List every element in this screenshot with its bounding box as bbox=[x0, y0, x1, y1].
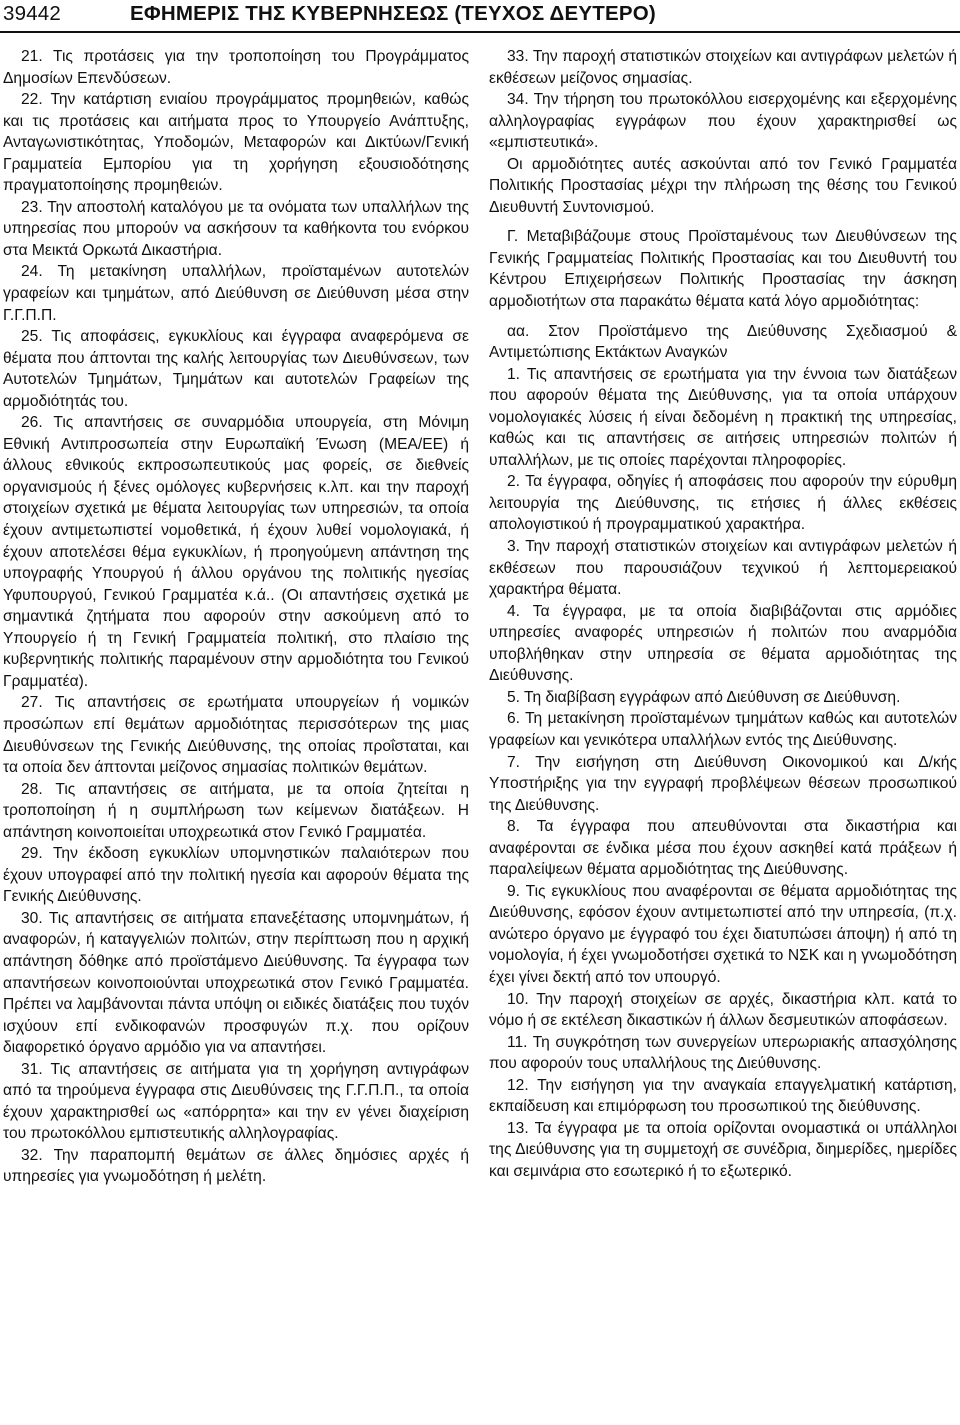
paragraph-right-1: 33. Την παροχή στατιστικών στοιχείων και αντιγράφων μελετών ή εκθέσεων μείζονος σημασίας. bbox=[489, 48, 957, 87]
paragraph-left-11: 31. Τις απαντήσεις σε αιτήματα για τη χορήγηση αντιγράφων από τα τηρούμενα έγγραφα στις Διευθύνσεις της Γ.Γ.Π.Π., τα οποία έχουν χαρακτηρισθεί ως «απόρρητα» και την εν γένει διαχείριση του πρωτοκόλλου εμπιστευτικής αλληλογραφίας. bbox=[3, 1060, 469, 1143]
paragraph-right-9: 4. Τα έγγραφα, με τα οποία διαβιβάζονται στις αρμόδιες υπηρεσίες αναφορές υπηρεσιών ή πολιτών που αναρμόδια υποβλήθηκαν στην υπηρεσία σε θέματα αρμοδιότητας της Διεύθυνσης. bbox=[489, 602, 957, 685]
paragraph-right-2: 34. Την τήρηση του πρωτοκόλλου εισερχομένης και εξερχομένης αλληλογραφίας εγγράφων που έχουν χαρακτηρισθεί ως «εμπιστευτικά». bbox=[489, 91, 957, 152]
journal-title: ΕΦΗΜΕΡΙΣ ΤΗΣ ΚΥΒΕΡΝΗΣΕΩΣ (ΤΕΥΧΟΣ ΔΕΥΤΕΡΟ) bbox=[130, 2, 656, 25]
paragraph-right-13: 8. Τα έγγραφα που απευθύνονται στα δικαστήρια και αναφέρονται σε ένδικα μέσα που έχουν ασκηθεί κατά πράξεων ή παραλείψεων θέματα αρμοδιότητας της Διεύθυνσης. bbox=[489, 818, 957, 879]
paragraph-left-9: 29. Την έκδοση εγκυκλίων υπομνηστικών παλαιότερων που έχουν υπογραφεί από την πολιτική ηγεσία και αφορούν θέματα της Γενικής Διεύθυνσης. bbox=[3, 845, 469, 906]
paragraph-right-6: 1. Τις απαντήσεις σε ερωτήματα για την έννοια των διατάξεων που αφορούν θέματα της Διεύθυνσης, για τα οποία υπάρχουν νομολογιακές λύσεις ή είναι δεδομένη η πρακτική της υπηρεσίας, καθώς και τις απαντήσεις σε αιτήσεις υπηρεσιών πολιτών ή υπαλλήλων, με τις οποίες παρέχονται πληροφορίες. bbox=[489, 365, 957, 469]
paragraph-left-2: 22. Την κατάρτιση ενιαίου προγράμματος προμηθειών, καθώς και τις προτάσεις και αιτήματα προς το Υπουργείο Ανάπτυξης, Ανταγωνιστικότητας, Υποδομών, Μεταφορών και Δικτύων/Γενική Γραμματεία Εμπορίου για τη χορήγηση εξουσιοδότησης πραγματοποίησης προμηθειών. bbox=[3, 91, 469, 195]
paragraph-left-5: 25. Τις αποφάσεις, εγκυκλίους και έγγραφα αναφερόμενα σε θέματα που άπτονται της καλής λειτουργίας των Διευθύνσεων, των Αυτοτελών Τμημάτων, Τμημάτων και αυτοτελών Γραφείων της αρμοδιότητάς του. bbox=[3, 328, 469, 410]
paragraph-right-18: 13. Τα έγγραφα με τα οποία ορίζονται ονομαστικά οι υπάλληλοι της Διεύθυνσης για τη συμμετοχή σε συνέδρια, διημερίδες, ημερίδες και σεμινάρια στο εσωτερικό ή το εξωτερικό. bbox=[489, 1119, 957, 1180]
paragraph-left-3: 23. Την αποστολή καταλόγου με τα ονόματα των υπαλλήλων της υπηρεσίας που μπορούν να ασκήσουν τα καθήκοντα του ενόρκου στα Μεικτά Ορκωτά Δικαστήρια. bbox=[3, 198, 469, 259]
paragraph-right-4: Γ. Μεταβιβάζουμε στους Προϊσταμένους των Διευθύνσεων της Γενικής Γραμματείας Πολιτικής Προστασίας και του Διευθυντή του Κέντρου Επιχειρήσεων Πολιτικής Προστασίας την άσκηση αρμοδιοτήτων στα παρακάτω θέματα κατά λόγο αρμοδιότητας: bbox=[489, 228, 957, 311]
paragraph-left-7: 27. Τις απαντήσεις σε ερωτήματα υπουργείων ή νομικών προσώπων επί θεμάτων αρμοδιότητας περισσότερων της μιας Διευθύνσεων της Γενικής Διεύθυνσης, της οποίας προΐσταται, και τα οποία δεν άπτονται μείζονος σημασίας πολιτικών θεμάτων. bbox=[3, 694, 469, 777]
right-column bbox=[489, 46, 957, 1182]
paragraph-left-6: 26. Τις απαντήσεις σε συναρμόδια υπουργεία, στη Μόνιμη Εθνική Αντιπροσωπεία στην Ευρωπαϊκή Ένωση (ΜΕΑ/ΕΕ) ή άλλους εθνικούς εκπροσωπευτικούς μας φορείς, σε διεθνείς οργανισμούς ή ξένες ομόλογες κυβερνήσεις κ.λπ. και την παροχή στοιχείων σχετικά με θέματα λειτουργίας των υπηρεσιών, τα οποία έχουν αντιμετωπιστεί νομοθετικά, ή έχουν λυθεί νομολογιακά, ή έχουν αποτελέσει θέμα εγκυκλίων, ή προηγούμενη απάντηση της υπογραφής Υπουργού ή άλλου οργάνου της πολιτικής ηγεσίας Υφυπουργού, Γενικού Γραμματέα κ.ά.. (Οι απαντήσεις σχετικά με σημαντικά ζητήματα που αφορούν στην ασκούμενη από το Υπουργείο ή τη Γενική Γραμματεία πολιτική, στο πλαίσιο της κυβερνητικής πολιτικής παραμένουν στην αρμοδιότητα του Γενικού Γραμματέα). bbox=[3, 414, 469, 690]
paragraph-left-4: 24. Τη μετακίνηση υπαλλήλων, προϊσταμένων αυτοτελών γραφείων και τμημάτων, από Διεύθυνση σε Διεύθυνση μέσα στην Γ.Γ.Π.Π. bbox=[3, 263, 469, 324]
paragraph-right-11: 6. Τη μετακίνηση προϊσταμένων τμημάτων καθώς και αυτοτελών γραφείων και γενικότερα υπαλλήλων εντός της Διεύθυνσης. bbox=[489, 710, 957, 749]
paragraph-right-14: 9. Τις εγκυκλίους που αναφέρονται σε θέματα αρμοδιότητας της Διεύθυνσης, εφόσον έχουν αντιμετωπιστεί από την υπηρεσία, (π.χ. ανώτερο όργανο με έγγραφό του έχει διατυπώσει άποψη) ή από τη νομολογία, ή έχει γνωμοδοτήσει σχετικά το ΝΣΚ και η γνωμοδότηση έχει γίνει δεκτή από τον υπουργό. bbox=[489, 882, 957, 986]
page-number: 39442 bbox=[3, 2, 62, 25]
paragraph-right-17: 12. Την εισήγηση για την αναγκαία επαγγελματική κατάρτιση, εκπαίδευση και επιμόρφωση του προσωπικού της διεύθυνσης. bbox=[489, 1076, 957, 1116]
paragraph-right-7: 2. Τα έγγραφα, οδηγίες ή αποφάσεις που αφορούν την εύρυθμη λειτουργία της Διεύθυνσης, τις ετήσιες ή άλλες εκθέσεις απολογιστικού ή προγραμματικού χαρακτήρα. bbox=[489, 473, 957, 534]
paragraph-right-16: 11. Τη συγκρότηση των συνεργείων υπερωριακής απασχόλησης που αφορούν τους υπαλλήλους της Διεύθυνσης. bbox=[489, 1033, 957, 1073]
paragraph-right-15: 10. Την παροχή στοιχείων σε αρχές, δικαστήρια κλπ. κατά το νόμο ή σε εκτέλεση δικαστικών ή άλλων δεσμευτικών αποφάσεων. bbox=[489, 990, 957, 1030]
paragraph-right-10: 5. Τη διαβίβαση εγγράφων από Διεύθυνση σε Διεύθυνση. bbox=[507, 688, 901, 706]
paragraph-left-12: 32. Την παραπομπή θεμάτων σε άλλες δημόσιες αρχές ή υπηρεσίες για γνωμοδότηση ή μελέτη. bbox=[3, 1146, 469, 1186]
paragraph-left-8: 28. Τις απαντήσεις σε αιτήματα, με τα οποία ζητείται η τροποποίηση ή η συμπλήρωση των κείμενων διατάξεων. Η απάντηση κοινοποιείται υποχρεωτικά στον Γενικό Γραμματέα. bbox=[3, 780, 469, 841]
paragraph-right-5: αα. Στον Προϊστάμενο της Διεύθυνσης Σχεδιασμού & Αντιμετώπισης Εκτάκτων Αναγκών bbox=[489, 322, 957, 362]
paragraph-left-1: 21. Τις προτάσεις για την τροποποίηση του Προγράμματος Δημοσίων Επενδύσεων. bbox=[3, 48, 469, 87]
paragraph-right-8: 3. Την παροχή στατιστικών στοιχείων και αντιγράφων μελετών ή εκθέσεων που παρουσιάζουν τεχνικού ή λεπτομερειακού χαρακτήρα θέματα. bbox=[489, 538, 957, 599]
header-rule bbox=[0, 31, 960, 33]
page-header bbox=[0, 0, 960, 30]
paragraph-left-10: 30. Τις απαντήσεις σε αιτήματα επανεξέτασης υπομνημάτων, ή αναφορών, ή καταγγελιών πολιτών, στην περίπτωση που η αρχική απάντηση δόθηκε από προϊστάμενο Διεύθυνσης. Τα έγγραφα των απαντήσεων κοινοποιούνται υποχρεωτικά στον Γενικό Γραμματέα. Πρέπει να λαμβάνονται πάντα υπόψη οι ειδικές διατάξεις που τυχόν ισχύουν επί ενδικοφανών προσφυγών π.χ. που ορίζουν διαφορετικό όργανο αρμόδιο για να απαντήσει. bbox=[3, 909, 469, 1057]
left-column bbox=[3, 46, 469, 1188]
paragraph-right-3: Οι αρμοδιότητες αυτές ασκούνται από τον Γενικό Γραμματέα Πολιτικής Προστασίας μέχρι την πλήρωση της θέσης του Γενικού Διευθυντή Συντονισμού. bbox=[489, 155, 957, 216]
paragraph-right-12: 7. Την εισήγηση στη Διεύθυνση Οικονομικού και Δ/κής Υποστήριξης για την εγγραφή προβλέψεων θέσεων προσωπικού της Διεύθυνσης. bbox=[489, 753, 957, 814]
